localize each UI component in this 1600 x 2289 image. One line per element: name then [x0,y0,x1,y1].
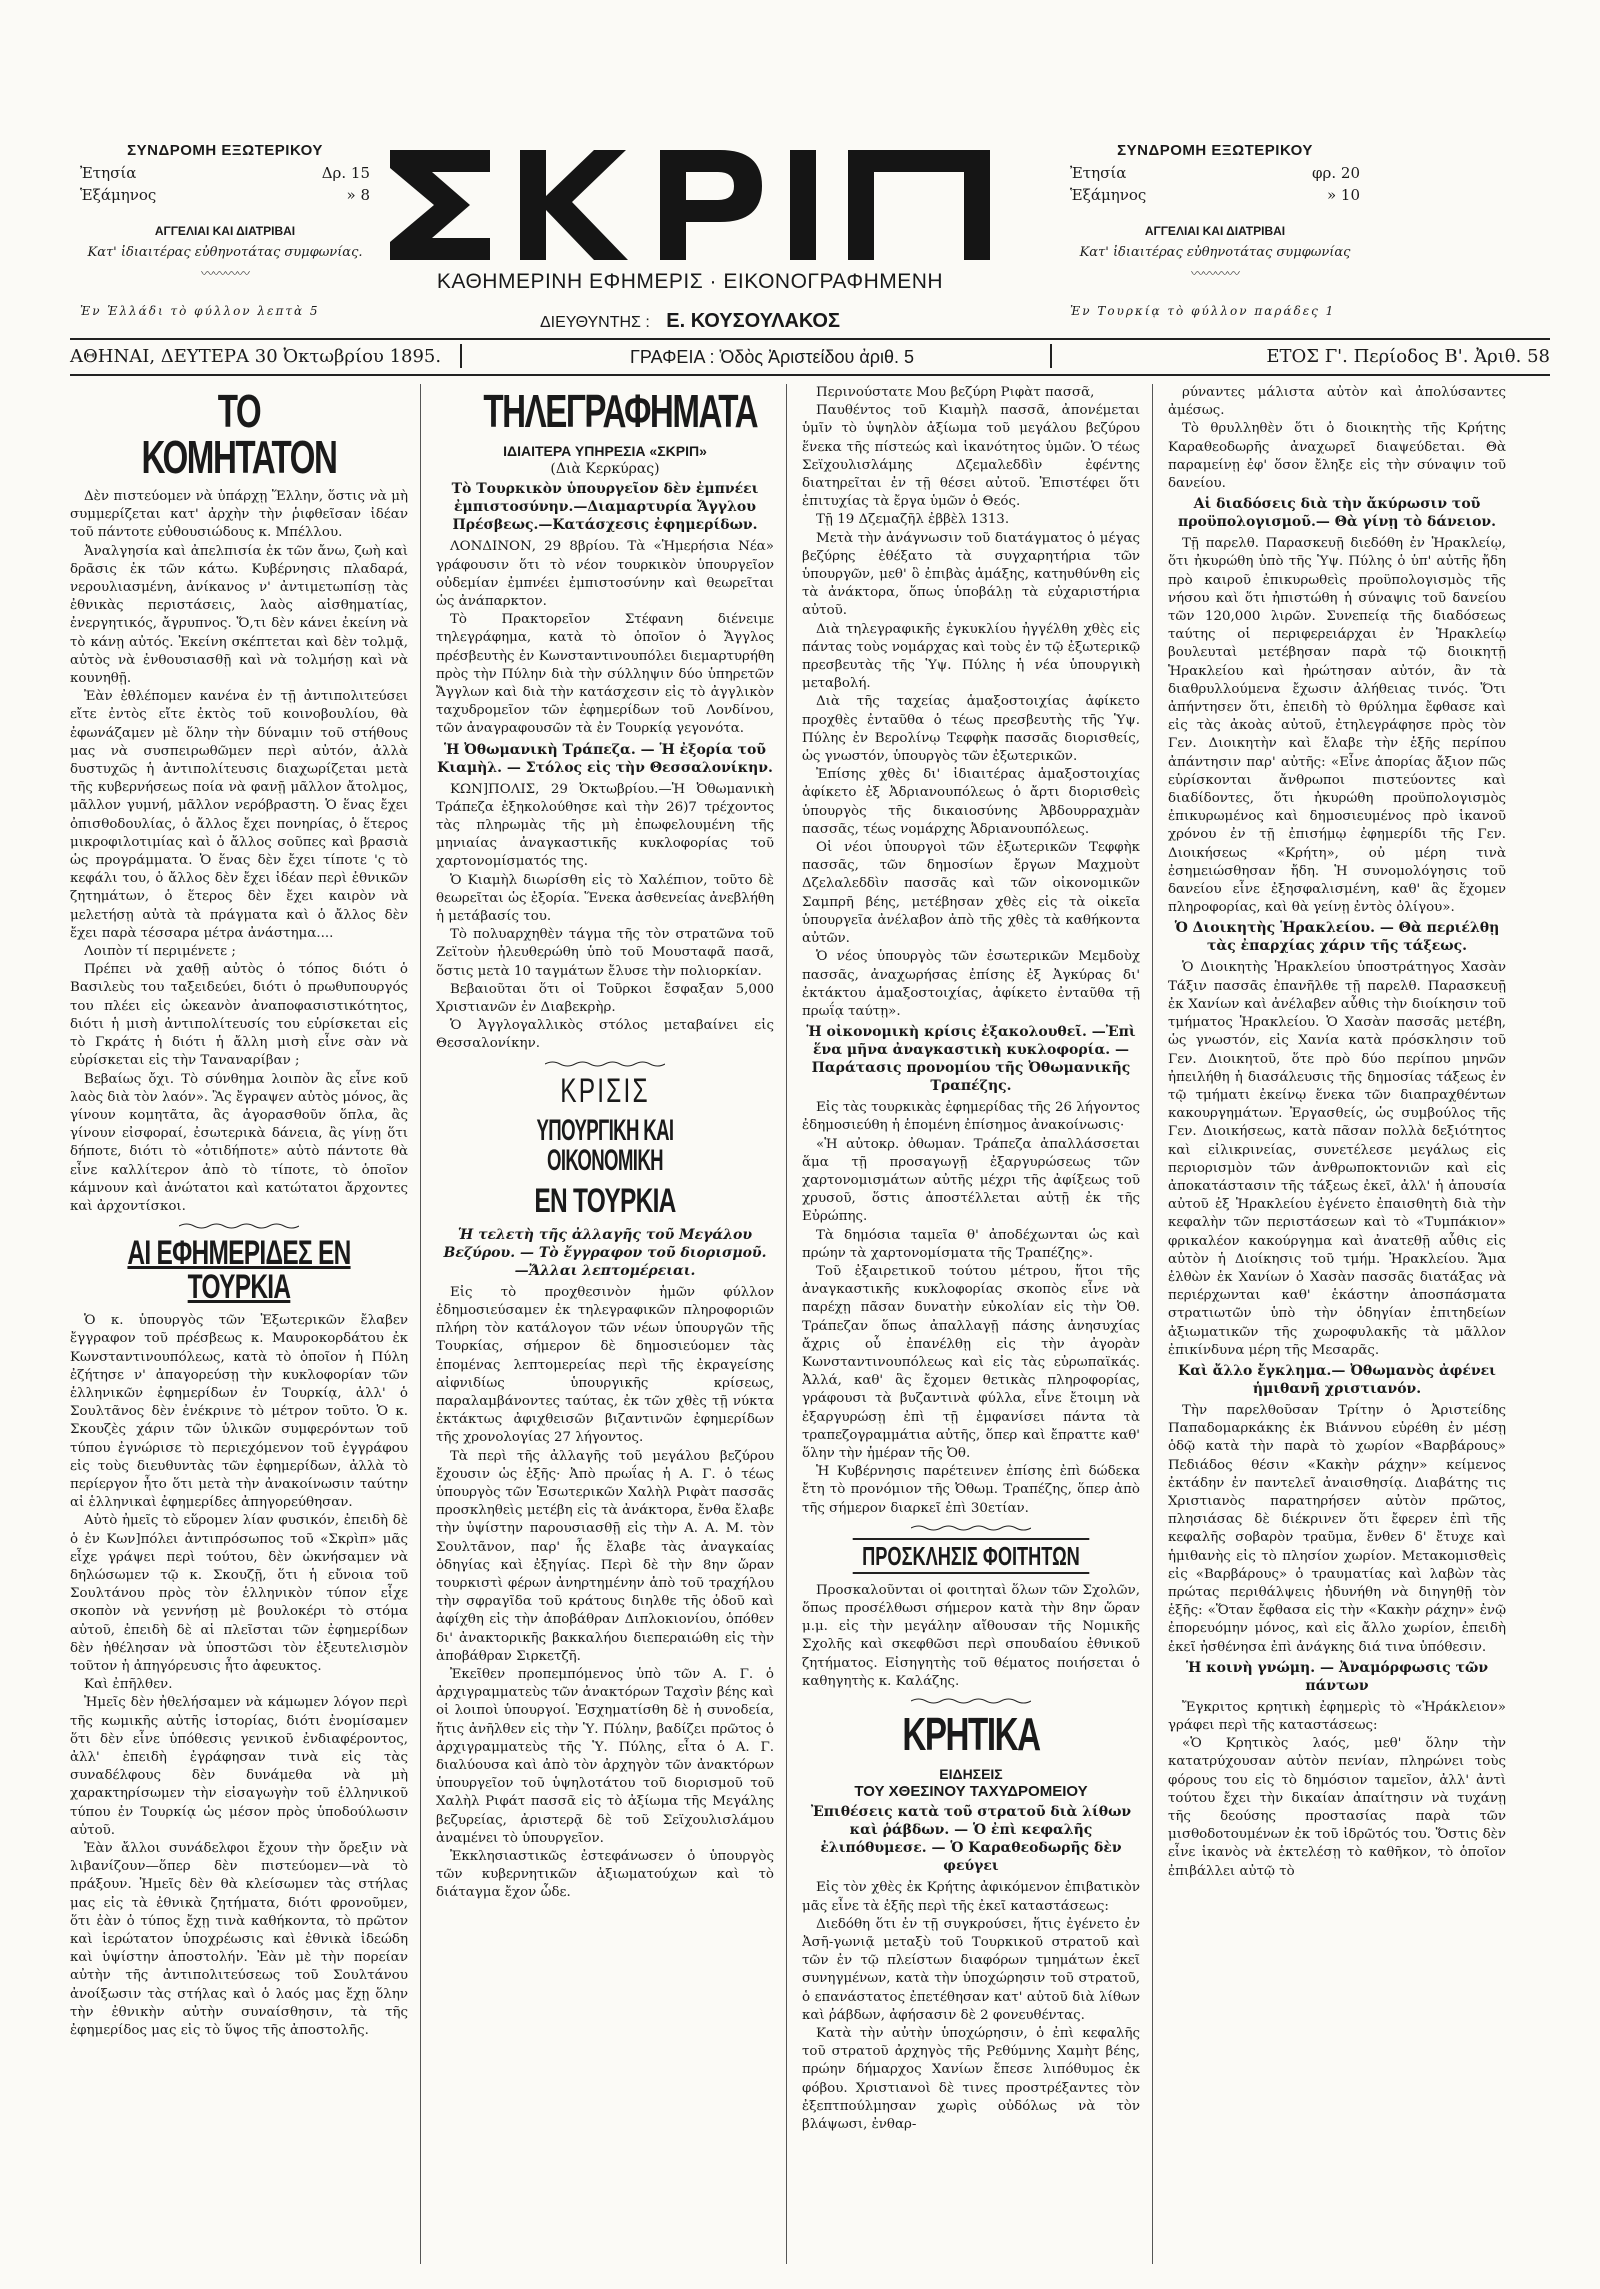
ornament-wave [911,1524,1031,1532]
article-deck: Καὶ ἄλλο ἔγκλημα.— Ὀθωμανὸς ἀφένει ἡμιθανῆ χριστιανόν. [1178,1362,1496,1397]
office-address: ΓΡΑΦΕΙΑ : Ὁδὸς Ἀριστείδου ἀριθ. 5 [630,347,915,367]
paragraph: «Ἡ αὐτοκρ. ὀθωμαν. Τράπεζα ἀπαλλάσσεται ἅμα τῇ προσαγωγῇ ἐξαργυρώσεως τῶν χαρτονομισμάτων αὐτῆς μέχρι τῆς ἀφίξεως τοῦ χρυσοῦ, ὅστις ἀποστέλλεται αὐτῇ ἐκ τῆς Εὐρώπης. [802,1136,1140,1225]
column-rule [786,384,787,2264]
article-subhead: ΕΙΔΗΣΕΙΣ [939,1766,1003,1782]
paragraph: Τὰ περὶ τῆς ἀλλαγῆς τοῦ μεγάλου βεζύρου ἔχουσιν ὡς ἑξῆς· Ἀπὸ πρωΐας ἡ Α. Γ. ὁ τέως ὑπουργὸς τῶν Ἐσωτερικῶν Χαλὴλ Ριφὰτ πασσᾶς προσκληθεὶς μετέβη εἰς τὰ ἀνάκτορα, ἔνθα ἔλαβε τὴν ὑψίστην παρουσιασθῇ εἰς τὴν Α. Α. Μ. τὸν Σουλτᾶνον, παρ' ἧς ἔλαβε τὰς ἀναγκαίας ὁδηγίας καὶ ἐξηγίας. Περὶ δὲ τὴν 8ην ὥραν τουρκιστὶ φέρων ἀνηρτημένην ἀπὸ τοῦ τραχήλου τὴν σφραγῖδα τοῦ κράτους διηλθε τῆς ὁδοῦ καὶ ἀφίχθη εἰς τὴν ἀποβάθραν Διπλοκιονίου, ὁπόθεν δι' ἀνακτορικῆς βακκαλήου διεπεραιώθη εἰς τὴν ἀποβάθραν Σιρκετζῆ. [436,1448,774,1664]
article-headline: ΤΗΛΕΓΡΑΦΗΜΑΤΑ [483,385,758,437]
paragraph: Διὰ τῆς ταχείας ἁμαξοστοιχίας ἀφίκετο προχθὲς ἐνταῦθα ὁ τέως πρεσβευτὴς τῆς Ὑψ. Πύλης ἐν Βερολίνῳ Τεφφὴκ πασσᾶς διορισθείς, ὡς γνωστόν, ὑπουργὸς τῶν ἐξωτερικῶν. [802,694,1140,765]
paragraph: Τῇ 19 Δζεμαζῆλ ἐββὲλ 1313. [816,512,1010,528]
article-subhead: ΙΔΙΑΙΤΕΡΑ ΥΠΗΡΕΣΙΑ «ΣΚΡΙΠ» [503,443,707,459]
subscription-row [80,162,370,184]
paragraph: Προσκαλοῦνται οἱ φοιτηταὶ ὅλων τῶν Σχολῶν, ὅπως προσέλθωσι σήμερον κατὰ τὴν 8ην ὥραν μ.μ. εἰς τὴν μεγάλην αἴθουσαν τῆς Νομικῆς Σχολῆς καὶ σκεφθῶσι περὶ σπουδαίου ἐθνικοῦ ζητήματος. Εἰσηγητὴς τοῦ θέματος ποιήσεται ὁ καθηγητὴς κ. Καλάζης. [802,1582,1140,1689]
director-label: ΔΙΕΥΘΥΝΤΗΣ : [539,314,650,331]
paragraph: Καὶ ἐπῆλθεν. [84,1677,173,1693]
article-headline: ΠΡΟΣΚΛΗΣΙΣ ΦΟΙΤΗΤΩΝ [853,1538,1090,1574]
paragraph: Παυθέντος τοῦ Κιαμὴλ πασσᾶ, ἀπονέμεται ὑμῖν τὸ ὑψηλὸν ἀξίωμα τοῦ μεγάλου βεζύρου ἕνεκα τῆς πίστεώς καὶ ἱκανότητος ὑμῶν. Ὁ τέως Σεϊχουλισλάμης Δζεμαλεδδὶν ἐφέντης διατηρεῖται ἐν τῇ θέσει αὐτοῦ. Ἐπιστέφει ὅτι ἐπιτυχίας τὰ ἔργα ὑμῶν ὁ Θεός. [802,403,1140,510]
subscription-row [1070,184,1360,206]
ads-note: Κατ' ἰδιαιτέρας εὐθηνοτάτας συμφωνίας. [87,245,363,260]
article-deck: Ὁ Διοικητὴς Ἡρακλείου. — Θὰ περιέλθῃ τὰς ἐπαρχίας χάριν τῆς τάξεως. [1174,920,1500,955]
subscription-price: » 10 [1326,186,1360,204]
subscription-row [80,184,370,206]
article-deck: Τὸ Τουρκικὸν ὑπουργεῖον δὲν ἐμπνέει ἐμπιστοσύνην.—Διαμαρτυρία Ἄγγλου Πρέσβεως.—Κατάσχεσις ἐφημερίδων. [451,481,759,534]
paragraph: Εἰς τὸν χθὲς ἐκ Κρήτης ἀφικόμενον ἐπιβατικὸν μᾶς εἶνε τὰ ἑξῆς περὶ τῆς ἐκεῖ καταστάσεως: [802,1880,1140,1914]
ornament-squiggle: 〰〰〰〰 [1190,267,1239,282]
paragraph: Τὸ θρυλληθὲν ὅτι ὁ διοικητὴς τῆς Κρήτης Καραθεοδωρῆς ἀναχωρεῖ διαψεύδεται. Θὰ παραμείνῃ ἐφ' ὅσον ἔληξε εἰς τὴν σύναψιν τοῦ δανείου. [1168,421,1506,492]
column-1 [70,384,408,2264]
subscription-heading: ΣΥΝΔΡΟΜΗ ΕΞΩΤΕΡΙΚΟΥ [1117,142,1313,159]
subscription-label: Ἐτησία [1070,164,1127,182]
paragraph: Ὁ κ. ὑπουργὸς τῶν Ἐξωτερικῶν ἔλαβεν ἔγγραφον τοῦ πρέσβεως κ. Μαυροκορδάτου ἐκ Κωνσταντινουπόλεως, κατὰ τὸ ὁποῖον ἡ Πύλη ἐζήτησε ν' ἀπαγορεύσῃ τὴν κυκλοφορίαν τῶν ἑλληνικῶν ἐφημερίδων ἐν Τουρκίᾳ, ἀλλ' ὁ Σουλτᾶνος δὲν ἐνέκρινε τὸ μέτρον τοῦτο. Ὁ κ. Σκουζὲς χάριν τῶν ὑλικῶν συμφερόντων τοῦ τύπου ἐγνώρισε τὸ περιεχόμενον τοῦ ἐγγράφου εἰς τοὺς διευθυντὰς τῶν ἐφημερίδων, ἀλλὰ τὸ περίεργον ἦτο ὅτι μετὰ τὴν ἀνακοίνωσιν ταύτην αἱ ἑλληνικαὶ ἐφημερίδες ἀπηγορεύθησαν. [70,1313,408,1511]
ornament-squiggle: 〰〰〰〰 [200,267,249,282]
paragraph: Ἔγκριτος κρητικὴ ἐφημερὶς τὸ «Ἡράκλειον» γράφει περὶ τῆς καταστάσεως: [1168,1699,1506,1733]
paragraph: Πρέπει νὰ χαθῇ αὐτὸς ὁ τόπος διότι ὁ Βασιλεὺς του ταξειδεύει, διότι ὁ πρωθυπουργός του πλέει εἰς ὠκεανὸν ἀναποφασιστικότητος, διότι ἡ μισὴ ἀντιπολίτευσίς του εὑρίσκεται εἰς τὸ Γκράτς ἡ διότι ἡ ἄλλη μισὴ εἶνε σὰν νὰ εὑρίσκεται εἰς τὴν Ταναναρίβαν ; [70,962,408,1069]
paragraph: Εἰς τὸ προχθεσινὸν ἡμῶν φύλλον ἐδημοσιεύσαμεν ἐκ τηλεγραφικῶν πληροφοριῶν πλήρη τὸν κατάλογον τῶν νέων ὑπουργῶν τῆς Τουρκίας, σήμερον δὲ δημοσιεύομεν τὰς ἑπομένας λεπτομερείας περὶ τῆς ἐκραγείσης αἰφνιδίως ὑπουργικῆς κρίσεως, παραλαμβάνοντες ταύτας, ἐκ τῶν χθὲς τῇ νύκτα ἐκτάκτως ἀφιχθεισῶν βιζαντινῶν ἐφημερίδων τῆς χρονολογίας 27 λήγοντος. [436,1284,774,1446]
paragraph: Τῇ παρελθ. Παρασκευῇ διεδόθη ἐν Ἡρακλείῳ, ὅτι ἠκυρώθη ὑπὸ τῆς Ὑψ. Πύλης ὁ ὑπ' αὐτῆς ἤδη πρὸ καιροῦ ἐπικυρωθεὶς προϋπολογισμὸς τῆς νήσου καὶ ὅτι ἠπιστώθη ἡ σύναψις τοῦ δανείου τῶν 120,000 λιρῶν. Συνεπείᾳ τῆς διαδόσεως ταύτης οἱ περιφερειάρχαι ἐν Ἡρακλείῳ βουλευταὶ μετέβησαν παρὰ τῷ διοικητῇ Ἡρακλείου καὶ ἠρώτησαν αὐτόν, ἂν τὰ διαθρυλλούμενα ἔχωσιν ἀλήθειας τινός. Ὅτι ἀπήντησεν ὅτι, ἐπειδὴ τὸ θρύλημα ἔφθασε καὶ εἰς τὰς ἀκοὰς αὐτοῦ, ἐτηλεγράφησε πρὸς τὸν Γεν. Διοικητὴν καὶ ἔλαβε τὴν ἑξῆς περίπου ἀπάντησιν παρ' αὐτῆς: «Εἶνε ἀπορίας ἄξιον πῶς εὑρίσκονται ἄνθρωποι πιστεύοντες καὶ διαδίδοντες, ὅτι ἠκυρώθη προϋπολογισμὸς ἐπικυρωμένος καὶ δημοσιευμένος πρὸ ἱκανοῦ χρόνου ἐν τῇ ἐπισήμῳ ἐφημερίδι τῆς Γεν. Διοικήσεως «Κρήτη», οὐ μέρη τινὰ ἐσημειώσθησαν ἤδη. Ἡ συνομολόγησις τοῦ δανείου εἶνε ἐξησφαλισμένη, καθ' ἃς ἔχομεν πληροφορίας, καὶ θὰ γείνῃ ἐντὸς ὀλίγου». [1168,536,1506,916]
subscription-label: Ἐτησία [80,164,137,182]
paragraph: Οἱ νέοι ὑπουργοὶ τῶν ἐξωτερικῶν Τεφφὴκ πασσᾶς, τῶν δημοσίων ἔργων Μαχμοὺτ Δζελαλεδδὶν πασσᾶς καὶ τῶν οἰκονομικῶν Σαμπρῆ βέης, μετέβησαν χθὲς εἰς τὰ οἰκεῖα ὑπουργεῖα ἀνέλαβον ἀπὸ τῆς χθὲς τὰ καθήκοντα αὐτῶν. [802,840,1140,947]
column-4 [1168,384,1506,2264]
article-deck: Ἡ οἰκονομικὴ κρίσις ἐξακολουθεῖ. —Ἐπὶ ἕνα μῆνα ἀναγκαστικὴ κυκλοφορία. — Παράτασις προνομίου τῆς Ὀθωμανικῆς Τραπέζης. [806,1024,1136,1095]
column-3 [802,384,1140,2264]
paragraph: Ἐὰν ἐθλέπομεν κανένα ἐν τῇ ἀντιπολιτεύσει εἴτε ἐντὸς εἴτε ἐκτὸς τοῦ κοινοβουλίου, θὰ ἐφωνάζαμεν μὲ ὅλην τὴν δύναμιν τοῦ στήθους μας νὰ συσπειρωθῶμεν περὶ αὐτόν, ἀλλὰ δυστυχῶς ἡ ἀντιπολίτευσις διαχωρίζεται μετὰ τῆς κυβερνήσεως ποία νὰ φανῇ μᾶλλον ἄτολμος, μᾶλλον γυμνή, μᾶλλον νερόβραστη. Ὁ ἕνας ἔχει ὀπισθοδουλίας, ὁ ἄλλος ἔχει πονηρίας, ὁ ἕτερος μικροφιλοτιμίας καὶ ὁ ἄλλος σοῦπες καὶ βρασιὰ ὡς προγράμματα. Ὁ ἕνας δὲν ἔχει τίποτε 'ς τὸ κεφάλι του, ὁ ἄλλος δὲν ἔχει ἰδέαν περὶ ἐθνικῶν ζητημάτων, ὁ ἕτερος δὲν ἔχει καιρὸν νὰ μελετήσῃ αὐτὰ τὰ πράγματα καὶ ὁ ἄλλος δὲν ἔχει παρὰ τέσσαρα μέτρα ἀνάστημα.... [70,689,408,941]
paragraph: Ἡ Κυβέρνησις παρέτεινεν ἐπίσης ἐπὶ δώδεκα ἔτη τὸ προνόμιον τῆς Ὀθωμ. Τραπέζης, ὅπερ ἀπὸ τῆς σήμερον διαρκεῖ ἐπὶ 30ετίαν. [802,1464,1140,1516]
paragraph: Ὁ Διοικητὴς Ἡρακλείου ὑποστράτηγος Χασὰν Τάξιν πασσᾶς ἐπανῆλθε τῇ παρελθ. Παρασκευῇ ἐκ Χανίων καὶ ἀνέλαβεν αὖθις τὴν διοίκησιν τοῦ τμήματος Ἡρακλείου. Ὁ Χασὰν πασσᾶς μετέβη, ὡς γνωστόν, εἰς Χανία κατὰ πρόσκλησιν τοῦ Γεν. Διοικητοῦ, ὅτε πρὸ δύο περίπου μηνῶν ἠπειλήθη ἡ διασάλευσις τῆς δημοσίας τάξεως ἐν τῷ τμήματι ἐκείνῳ ἕνεκα τῶν διαπραχθέντων κακουργημάτων. Ἐργασθείς, ὡς συμβούλος τῆς Γεν. Διοικήσεως, κατὰ πᾶσαν πολλὰ δεξιότητος καὶ εἰλικρινείας, συνετέλεσε μεγάλως εἰς περιορισμὸν τῶν ἀνθρωποκτονιῶν καὶ εἰς ἀποκατάστασιν τῆς τάξεως ἐκεῖ, ἀλλ' ἡ ἀπουσία αὐτοῦ ἐξ Ἡρακλείου ἐγένετο ἐπαισθητὴ διὰ τὴν κεφαλὴν τῶν περιστάσεων καὶ τὸ «Τυμπάκιον» φρικαλέον κακούργημα καὶ ἀνατεθῇ αὖθις εἰς αὐτὸν ἡ Διοίκησις τοῦ τμήμ. Ἡρακλείου. Ἅμα ἐλθὼν ἐκ Χανίων ὁ Χασὰν πασσᾶς διατάξας νὰ περιέρχωνται καθ' ἑκάστην ἀποσπάσματα στρατιωτῶν ὑπὸ τὴν ὁδηγίαν ἐπιτηδείων ἀξιωματικῶν τῆς χωροφυλακῆς τὰ μᾶλλον ἐπικίνδυνα μέρη τῆς Μεσαρᾶς. [1168,960,1506,1358]
article-deck: Ἐπιθέσεις κατὰ τοῦ στρατοῦ διὰ λίθων καὶ ῥάβδων. — Ὁ ἐπὶ κεφαλῆς ἐλιπόθυμεσε. — Ὁ Καραθεοδωρῆς δὲν φεύγει [810,1804,1132,1875]
article-source: (Διὰ Κερκύρας) [550,461,660,478]
subscription-box-right [1070,140,1360,322]
ads-heading: ΑΓΓΕΛΙΑΙ ΚΑΙ ΔΙΑΤΡΙΒΑΙ [1144,224,1286,238]
paragraph: Ὁ νέος ὑπουργὸς τῶν ἐσωτερικῶν Μεμδοὺχ πασσᾶς, ἀναχωρήσας ἐπίσης ἐξ Ἀγκύρας δι' ἐκτάκτου ἁμαξοστοιχίας, ἀφίκετο ἐνταῦθα τῇ πρωΐᾳ ταύτῃ». [802,949,1140,1019]
article-headline: ΑΙ ΕΦΗΜΕΡΙΔΕΣ ΕΝ ΤΟΥΡΚΙΑ [127,1234,351,1307]
paragraph: Διεδόθη ὅτι ἐν τῇ συγκρούσει, ἥτις ἐγένετο ἐν Ἀσῆ-γωνιᾷ μεταξὺ τοῦ Τουρκικοῦ στρατοῦ καὶ τῶν ἐν τῷ πλείστων διαφόρων τμημάτων ἐκεῖ συνηγμένων, κατὰ τὴν ὑποχώρησιν τοῦ στρατοῦ, ὁ επανάστατος ἐπετέθησαν κατ' αὐτοῦ διὰ λίθων καὶ ῥάβδων, ἀφήσασιν δὲ 2 φονευθέντας. [802,1916,1140,2023]
paragraph: ΛΟΝΔΙΝΟΝ, 29 8βρίου. Τὰ «Ἡμερήσια Νέα» γράφουσιν ὅτι τὸ νέον τουρκικὸν ὑπουργεῖον οὐδεμίαν ἐμπνέει ἐμπιστοσύνην καὶ θεωρεῖται ὡς ἀνάπαρκτον. [436,539,774,610]
article-deck: Ἡ τελετὴ τῆς ἀλλαγῆς τοῦ Μεγάλου Βεζύρου. — Τὸ ἔγγραφον τοῦ διορισμοῦ. —Ἄλλαι λεπτομέρειαι. [443,1226,767,1279]
ornament-wave [911,1697,1031,1705]
issue-date: ΑΘΗΝΑΙ, ΔΕΥΤΕΡΑ 30 Ὀκτωβρίου 1895. [70,346,442,367]
paragraph: Ἐὰν ἄλλοι συνάδελφοι ἔχουν τὴν ὄρεξιν νὰ λιβανίζουν—ὅπερ δὲν πιστεύομεν—νὰ τὸ πράξουν. Ἠμεῖς δὲν θὰ κλείσωμεν τὰς στήλας μας εἰς τὰ ἐθνικὰ ζητήματα, διότι φρονοῦμεν, ὅτι ἐὰν ὁ τύπος ἔχῃ τινὰ καθήκοντα, τὸ πρῶτον καὶ ἱερώτατον ὑποχρέωσις καὶ ἐθνικὰ ἰδεώδη καὶ ὑψίστην ἀποστολήν. Ἐὰν μὲ τὴν πορείαν αὐτὴν τῆς ἀντιπολιτεύσεως τοῦ Σουλτάνου ἀνοίξωσιν τὰς στήλας καὶ ὁ λαός μας ἔχῃ ὅλην τὴν ἐθνικὴν αὐτὴν συναίσθησιν, τὰ τῆς ἐφημερίδος μας εἰς τὸ ὕψος τῆς ἀποστολῆς. [70,1841,408,2039]
ornament-wave [179,1222,299,1230]
issue-number: ΕΤΟΣ Γ'. Περίοδος Β'. Ἀριθ. 58 [1266,346,1550,367]
paragraph: Τὸ πολυαρχηθὲν τάγμα τῆς τὸν στρατῶνα τοῦ Ζεϊτοὺν ἠλευθερώθη ὑπὸ τοῦ Μουσταφᾶ πασᾶ, ὅστις μετὰ 10 ταγμάτων ἔλυσε τὴν πολιορκίαν. [436,927,774,979]
subscription-row [1070,162,1360,184]
paragraph: ΚΩΝ]ΠΟΛΙΣ, 29 Ὀκτωβρίου.—Ἡ Ὀθωμανικὴ Τράπεζα ἐξηκολούθησε καὶ τὴν 26)7 τρέχοντος τὰς πληρωμὰς τῆς μὴ ἐπωφελουμένη τῆς μηνιαίας ἀναγκαστικῆς κυκλοφορίας τοῦ χαρτονομίσματός της. [436,781,774,870]
paragraph: Ἐκεῖθεν προπεμπόμενος ὑπὸ τῶν Α. Γ. ὁ ἀρχιγραμματεὺς τῶν ἀνακτόρων Ταχσὶν βέης καὶ οἱ λοιποὶ ὑπουργοί. Ἐσχηματίσθη δὲ ἡ συνοδεία, ἥτις ἀνῆλθεν εἰς τὴν Ὑ. Πύλην, βαδίζει πρῶτος ὁ ἀρχιγραμματεὺς τῆς Ὑ. Πύλης, εἶτα ὁ Α. Γ. διαλύουσα καὶ ἀπὸ τὸν ἀρχηγὸν τῶν ἀνακτόρων ὑπουργεῖον τοῦ ὑψηλοτάτου τοῦ διορισμοῦ τοῦ Χαλὴλ Ριφάτ πασσᾶ εἰς τὸ ἀξίωμα τῆς Μεγάλης βεζυρείας, ἀριστερᾷ δὲ τοῦ Σεϊχουλισλάμου ἀναμένει τὸ ὑπουργεῖον. [436,1666,774,1846]
subscription-heading: ΣΥΝΔΡΟΜΗ ΕΞΩΤΕΡΙΚΟΥ [127,142,323,159]
subscription-price: φρ. 20 [1312,164,1360,182]
article-deck: Ἡ κοινὴ γνώμη. — Ἀναμόρφωσις τῶν πάντων [1185,1659,1489,1694]
paragraph: Διὰ τηλεγραφικῆς ἐγκυκλίου ἠγγέλθη χθὲς εἰς πάντας τοὺς νομάρχας καὶ τοὺς ἐν τῷ ἐξωτερικῷ πρεσβευτὰς τῆς Ὑψ. Πύλης ἡ νέα ὑπουργικὴ μεταβολή. [802,621,1140,692]
paragraph: ρύναντες μάλιστα αὐτὸν καὶ ἀπολύσαντες ἀμέσως. [1168,385,1506,419]
paragraph: «Ὁ Κρητικὸς λαός, μεθ' ὅλην τὴν κατατρύχουσαν αὐτὸν πενίαν, πληρώνει τοὺς φόρους του εἰς τὸ δημόσιον ταμεῖον, ἀλλ' ἀντὶ τούτου ἔχει τὴν δικαίαν ἀπαίτησιν νὰ τυχάνῃ τῆς δεούσης προστασίας παρὰ τῶν μισθοδοτουμένων ἐκ τοῦ ἰδρῶτός του. Ὅστις δὲν εἶνε ἱκανὸς νὰ ἐκτελέσῃ τὸ καθῆκον, τὸ ὁποῖον ἐπιβάλλει αὐτῷ τὸ [1168,1736,1506,1879]
paragraph: Μετὰ τὴν ἀνάγνωσιν τοῦ διατάγματος ὁ μέγας βεζύρης ἐθέξατο τὰ συγχαρητήρια τῶν ὑπουργῶν, μεθ' ὃ ἐπιβὰς ἁμάξης, κατηυθύνθη εἰς τὰ ἀνάκτορα, ὅπως ὑποβάλῃ τὰ εὐχαριστήρια αὐτοῦ. [802,530,1140,619]
ads-note: Κατ' ἰδιαιτέρας εὐθηνοτάτας συμφωνίας [1079,245,1351,260]
masthead-logo [370,130,1010,280]
column-2 [436,384,774,2264]
article-deck: Αἱ διαδόσεις διὰ τὴν ἄκύρωσιν τοῦ προϋπολογισμοῦ.— Θὰ γίνῃ τὸ δάνειον. [1177,496,1497,531]
paragraph: Τὸ Πρακτορεῖον Στέφανη διένειμε τηλεγράφημα, κατὰ τὸ ὁποῖον ὁ Ἄγγλος πρέσβευτὴς ἐν Κωνσταντινουπόλει διεμαρτυρήθη πρὸς τὴν Πύλην διὰ τὴν σύλληψιν δύο ὑπηρετῶν Ἄγγλων καὶ διὰ τὴν κατάσχεσιν εἰς τὸ ἀγγλικὸν ταχυδρομεῖον τῶν ἐφημερίδων τοῦ Λονδίνου, τῶν ἀναγραφουσῶν τὰ ἐν Τουρκίᾳ γεγονότα. [436,612,774,737]
paragraph: Κατὰ τὴν αὐτὴν ὑποχώρησιν, ὁ ἐπὶ κεφαλῆς τοῦ στρατοῦ ἀρχηγὸς τῆς Ρεθύμνης Χαμὴτ βέης, πρώην δήμαρχος Χανίων ἔπεσε λιπόθυμος ἐκ φόβου. Χριστιανοὶ δὲ τινες προστρέξαντες τὸν ἐξεπτπούλμησαν χωρὶς οὐδόλως νὰ τὸν βλάψωσι, ἐνθαρ- [802,2026,1140,2133]
article-subhead: ΤΟΥ ΧΘΕΣΙΝΟΥ ΤΑΧΥΔΡΟΜΕΙΟΥ [854,1783,1088,1801]
paragraph: Ὁ Ἀγγλογαλλικὸς στόλος μεταβαίνει εἰς Θεσσαλονίκην. [436,1018,774,1052]
subscription-box-left [80,140,370,322]
divider [1050,344,1052,368]
copy-price: Ἐν Τουρκίᾳ τὸ φύλλον παράδες 1 [1070,304,1336,318]
masthead-director [330,310,1050,333]
paragraph: Ἠμεῖς δὲν ἠθελήσαμεν νὰ κάμωμεν λόγον περὶ τῆς κωμικῆς αὐτῆς ἱστορίας, διότι ἐνομίσαμεν ὅτι δὲν εἶνε ὑπόθεσις γενικοῦ ἐνδιαφέροντος, ἀλλ' ἐπειδὴ ἐγράφησαν τινὰ εἰς τὰς συναδέλφους δὲν δυνάμεθα νὰ μὴ χαρακτηρίσωμεν τὴν εἰσαγωγὴν τοῦ ἑλληνικοῦ τύπου ἐν Τουρκίᾳ ὡς μέσον πρὸς ὑποδούλωσιν αὐτοῦ. [70,1695,408,1838]
paragraph: Βεβαίως ὄχι. Τὸ σύνθημα λοιπὸν ἂς εἶνε κοῦ λαὸς διὰ τὸν λαόν». Ἂς ἔγραψεν αὐτὸς μόνος, ἂς γίνουν κομητᾶτα, ἂς ἀγορασθοῦν ὅπλα, ἂς γίνουν εἰσφοραί, ἐσωτερικὰ δάνεια, ἂς γίνῃ ὅτι δήποτε, διότι τὸ «ὁτιδήποτε» αὐτὸ πάντοτε θὰ εἶνε καλλίτερον ἀπὸ τὸ τίποτε, τὸ ὁποῖον κάμνουν καὶ ἀνώτατοι καὶ κατώτατοι ἄρχοντες καὶ ἀρχοντίσκοι. [70,1071,408,1214]
paragraph: Ἐκκλησιαστικῶς ἐστεφάνωσεν ὁ ὑπουργὸς τῶν κυβερνητικῶν ἀξιωματούχων καὶ τὸ διάταγμα ἔχον ὧδε. [436,1848,774,1901]
article-headline: ΤΟ ΚΟΜΗΤΑΤΟΝ [141,385,337,483]
paragraph: Τὰ δημόσια ταμεῖα θ' ἀποδέχωνται ὡς καὶ πρώην τὰ χαρτονομίσματα τῆς Τραπέζης». [802,1227,1140,1261]
subscription-price: Δρ. 15 [321,164,370,182]
column-rule [420,384,421,2264]
paragraph: Τοῦ ἐξαιρετικοῦ τούτου μέτρου, ἥτοι τῆς ἀναγκαστικῆς κυκλοφορίας σκοπὸς εἶνε νὰ παρέχῃ πᾶσαν δυνατὴν εὐκολίαν εἰς τὴν Ὀθ. Τράπεζαν ὅπως ἀπαλλαγῇ πάσης ἀνησυχίας ἄχρις οὗ ἐπανέλθῃ εἰς τὴν ἀγορὰν Κωνσταντινουπόλεως καὶ εἰς τὰς εὐρωπαϊκάς. Ἀλλά, καθ' ἃς ἔχομεν θετικὰς πληροφορίας, γράφουσι τὰ βυζαντινὰ φύλλα, εἶνε ἔτοιμη νὰ ἐξαργυρώσῃ ἐπὶ τῇ ἐμφανίσει πάντα τὰ τραπεζογραμμάτια αὐτῆς, ὅπερ καὶ ἔπραττε καθ' ὅλην τὴν ἡμέραν τῆς Ὀθ. [802,1263,1140,1461]
subscription-label: Ἑξάμηνος [80,186,157,204]
article-headline: ΚΡΗΤΙΚΑ [902,1708,1040,1760]
paragraph: Ἀναλγησία καὶ ἀπελπισία ἐκ τῶν ἄνω, ζωὴ καὶ δρᾶσις ἐκ τῶν κάτω. Κυβέρνησις πλαδαρά, νερουλιασμένη, ἀνίκανος ν' ἀντιμετωπίσῃ τὰς ἐθνικὰς περιστάσεις, λαὸς αἰσθηματίας, ἐνεργητικός, ἄγρυπνος. Ὅ,τι δὲν κάνει ἐκείνη νὰ τὸ κάνῃ αὐτός. Ἐκείνη σκέπτεται καὶ δὲν τολμᾷ, αὐτὸς νὰ ἐνθουσιασθῇ καὶ νὰ τολμήσῃ καὶ νὰ κουνηθῇ. [70,543,408,687]
paragraph: Τὴν παρελθοῦσαν Τρίτην ὁ Ἀριστείδης Παπαδομαρκάκης ἐκ Βιάννου εὑρέθη ἐν μέσῃ ὁδῷ κατὰ τὴν παρὰ τὸ χωρίον «Βαρβάρους» Πεδιάδος θέσιν «Κακὴν ράχην» κείμενος ἐκτάδην ἐν παντελεῖ ἀναισθησίᾳ. Διαβάτης τις Χριστιανὸς παρατηρήσεν αὐτὸν πρῶτος, πλησιάσας δὲ διέκρινεν ὅτι ἔφερεν ἐπὶ τῆς κεφαλῆς σοβαρὸν τραῦμα, ἔνθεν δ' ἔτυχε καὶ ἡμιθανὴς εἰς τὸ πλησίον χωρίον. Μετακομισθεὶς εἰς «Βαρβάρους» ὁ τραυματίας καὶ λαβὼν τὰς πρώτας περιθάλψεις ἠδυνήθη νὰ διηγηθῇ τὸν ἑξῆς: «Ὅταν ἔφθασα εἰς τὴν «Κακὴν ράχην» ἐνῷ ἐπορευόμην μόνος, καὶ εἰς ἄλλο χωρίον, ἐπειδὴ ἐκεῖ ἠσθένησα ἐπὶ ἀνάγκης διά τινα ὑπόθεσιν. [1168,1402,1506,1655]
paragraph: Δὲν πιστεύομεν νὰ ὑπάρχῃ Ἕλλην, ὅστις νὰ μὴ συμμερίζεται κατ' ἀρχὴν τὴν ῥιφθεῖσαν ἰδέαν τοῦ πάντοτε εὐθουσιώδους κ. Μπέλλου. [70,489,408,541]
copy-price: Ἐν Ἑλλάδι τὸ φύλλον λεπτὰ 5 [80,304,320,318]
subscription-price: » 8 [346,186,370,204]
paragraph: Αὐτὸ ἠμεῖς τὸ εὕρομεν λίαν φυσικόν, ἐπειδὴ δὲ ὁ ἐν Κων]πόλει ἀντιπρόσωπος τοῦ «Σκρὶπ» μᾶς εἶχε γράψει περὶ τούτου, δὲν ὠκνήσαμεν νὰ δηλώσωμεν τῷ κ. Σκουζῇ, ὅτι ἡ εὔνοια τοῦ Σουλτάνου πρὸς τὸν ἑλληνικὸν τύπον εἶχε σκοπὸν νὰ γεννήσῃ μὲ βουλοκέρι τὸ στόμα αὐτοῦ, ἐπειδὴ δὲ αἱ πλεῖσται τῶν ἐφημερίδων δὲν ἠθέλησαν νὰ ὑποστῶσι τὸν ἐξευτελισμὸν τοῦτον ἡ ἀπηγόρευσις ἦτο ἀφευκτος. [70,1513,408,1674]
paragraph: Εἰς τὰς τουρκικὰς ἐφημερίδας τῆς 26 λήγοντος ἐδημοσιεύθη ἡ ἑπομένη ἐπίσημος ἀνακοίνωσις· [802,1100,1140,1134]
paragraph: Λοιπὸν τί περιμένετε ; [84,944,236,960]
masthead-tagline: ΚΑΘΗΜΕΡΙΝΗ ΕΦΗΜΕΡΙΣ · ΕΙΚΟΝΟΓΡΑΦΗΜΕΝΗ [436,270,944,293]
article-headline: ΕΝ ΤΟΥΡΚΙΑ [534,1181,676,1220]
dateline-bar [70,338,1550,376]
column-rule [1152,384,1153,2264]
paragraph: Ὁ Κιαμὴλ διωρίσθη εἰς τὸ Χαλέπιον, τοῦτο δὲ θεωρεῖται ὡς ἐξορία. Ἕνεκα ἀσθενείας ἀνεβλήθη ἡ μετάβασίς του. [436,872,774,925]
article-headline: ΚΡΙΣΙΣ [560,1071,650,1110]
ads-heading: ΑΓΓΕΛΙΑΙ ΚΑΙ ΔΙΑΤΡΙΒΑΙ [154,224,296,238]
paragraph: Βεβαιοῦται ὅτι οἱ Τοῦρκοι ἔσφαξαν 5,000 Χριστιανῶν ἐν Διαβεκρὴρ. [436,981,774,1016]
ornament-wave [545,1060,665,1068]
paragraph: Ἐπίσης χθὲς δι' ἰδιαιτέρας ἁμαξοστοιχίας ἀφίκετο ἐξ Ἀδριανουπόλεως ὁ ἄρτι διορισθεὶς ὑπουργὸς τῆς δικαιοσύνης Ἀβδουρραχμὰν πασσᾶς, τέως νομάρχης Ἀδριανουπόλεως. [802,767,1140,837]
paragraph: Περινούστατε Μου βεζύρη Ριφὰτ πασσᾶ, [816,385,1095,400]
director-name: Ε. ΚΟΥΣΟΥΛΑΚΟΣ [666,310,840,332]
subscription-label: Ἑξάμηνος [1070,186,1147,204]
divider [460,344,462,368]
article-deck: Ἡ Ὀθωμανικὴ Τράπεζα. — Ἡ ἐξορία τοῦ Κιαμὴλ. — Στόλος εἰς τὴν Θεσσαλονίκην. [437,741,773,776]
article-headline: ΥΠΟΥΡΓΙΚΗ ΚΑΙ ΟΙΚΟΝΟΜΙΚΗ [536,1113,674,1177]
